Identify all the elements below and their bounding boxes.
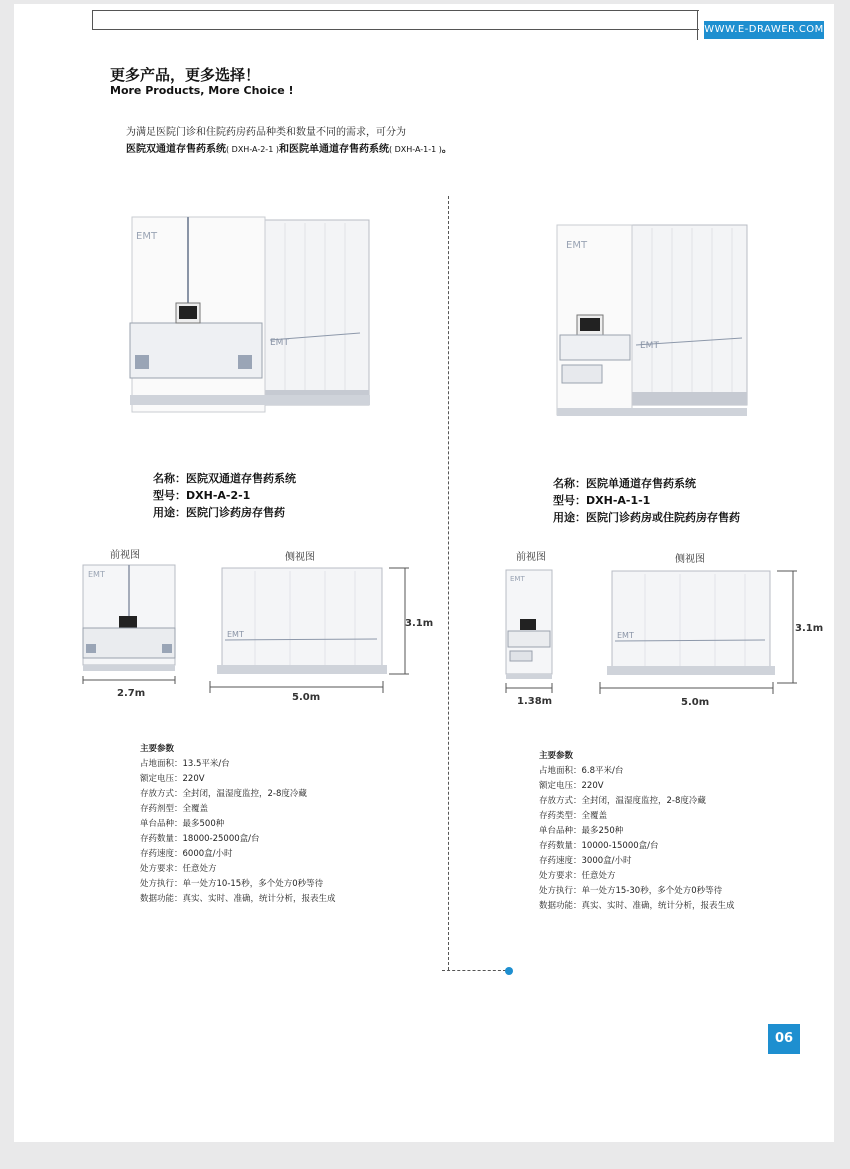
intro-name-b: 医院单通道存售药系统 (288, 144, 389, 155)
left-param-row: 存药数量：18000-25000盒/台 (140, 834, 260, 844)
right-product-info (553, 475, 740, 526)
right-params (539, 749, 735, 914)
header-divider (697, 10, 698, 40)
divider-footer (442, 970, 506, 971)
left-product-image (120, 205, 380, 425)
divider-dot (505, 967, 513, 975)
left-front-view (80, 562, 180, 687)
column-divider (448, 196, 449, 970)
left-side-view-label: 侧视图 (285, 552, 315, 563)
left-param-row: 单台品种：最多500种 (140, 819, 225, 829)
right-side-view-label: 侧视图 (675, 554, 705, 565)
left-length-dim: 5.0m (292, 692, 321, 703)
left-product-info (153, 470, 296, 521)
right-width-dim: 1.38m (517, 696, 553, 707)
left-product-name: 名称：医院双通道存售药系统 (153, 472, 296, 485)
right-param-row: 数据功能：真实、实时、准确，统计分析，报表生成 (539, 901, 735, 911)
right-product-logo: EMT (566, 240, 588, 251)
right-param-row: 存放方式：全封闭，温湿度监控，2-8度冷藏 (539, 796, 706, 806)
intro-model-a: ( DXH-A-2-1 ) (226, 145, 279, 154)
left-side-view (205, 565, 420, 697)
left-param-row: 数据功能：真实、实时、准确，统计分析，报表生成 (140, 894, 336, 904)
right-front-view-label: 前视图 (516, 552, 546, 563)
page-number: 06 (768, 1024, 800, 1054)
left-product-side-logo: EMT (270, 338, 289, 348)
left-param-row: 存药剂型：全覆盖 (140, 804, 209, 814)
intro-line-1: 为满足医院门诊和住院药房药品种类和数量不同的需求，可分为 (126, 127, 406, 138)
intro-conj: 和 (278, 144, 289, 155)
left-param-row: 处方执行：单一处方10-15秒，多个处方0秒等待 (140, 879, 324, 889)
intro-name-a: 医院双通道存售药系统 (126, 144, 226, 155)
left-param-row: 占地面积：13.5平米/台 (140, 759, 230, 769)
right-param-row: 处方执行：单一处方15-30秒，多个处方0秒等待 (539, 886, 723, 896)
right-side-logo: EMT (617, 631, 634, 640)
right-param-row: 占地面积：6.8平米/台 (539, 766, 624, 776)
right-side-view (595, 568, 805, 700)
left-param-row: 处方要求：任意处方 (140, 864, 217, 874)
intro-model-b: ( DXH-A-1-1 ) (388, 145, 442, 154)
right-param-row: 单台品种：最多250种 (539, 826, 624, 836)
right-height-dim: 3.1m (795, 623, 824, 634)
right-product-use: 用途：医院门诊药房或住院药房存售药 (553, 511, 740, 524)
right-product-name: 名称：医院单通道存售药系统 (553, 477, 696, 490)
right-length-dim: 5.0m (681, 697, 710, 708)
left-param-row: 额定电压：220V (140, 774, 205, 784)
intro-line-2 (126, 140, 452, 155)
site-url-tab[interactable]: WWW.E-DRAWER.COM (704, 21, 824, 39)
right-product-model: 型号：DXH-A-1-1 (553, 494, 651, 507)
right-param-row: 存药速度：3000盒/小时 (539, 856, 632, 866)
page-title: 更多产品，更多选择！ (110, 66, 261, 84)
right-param-row: 处方要求：任意处方 (539, 871, 616, 881)
left-front-logo: EMT (88, 570, 105, 579)
page-subtitle: More Products, More Choice ! (110, 84, 294, 97)
left-product-model: 型号：DXH-A-2-1 (153, 489, 251, 502)
right-product-image (552, 220, 762, 430)
left-params (140, 742, 336, 907)
left-params-title: 主要参数 (140, 744, 175, 754)
left-side-logo: EMT (227, 630, 244, 639)
left-product-logo: EMT (136, 231, 158, 242)
left-front-view-label: 前视图 (110, 550, 140, 561)
header-frame (92, 10, 699, 30)
intro-end: 。 (441, 144, 452, 155)
right-front-view (500, 567, 560, 697)
right-param-row: 额定电压：220V (539, 781, 604, 791)
right-product-side-logo: EMT (640, 341, 659, 351)
right-param-row: 存药数量：10000-15000盒/台 (539, 841, 659, 851)
right-front-logo: EMT (510, 575, 525, 583)
left-param-row: 存放方式：全封闭，温湿度监控，2-8度冷藏 (140, 789, 307, 799)
left-height-dim: 3.1m (405, 618, 434, 629)
right-param-row: 存药类型：全覆盖 (539, 811, 608, 821)
left-product-use: 用途：医院门诊药房存售药 (153, 506, 285, 519)
right-params-title: 主要参数 (539, 751, 574, 761)
left-param-row: 存药速度：6000盒/小时 (140, 849, 233, 859)
left-width-dim: 2.7m (117, 688, 146, 699)
